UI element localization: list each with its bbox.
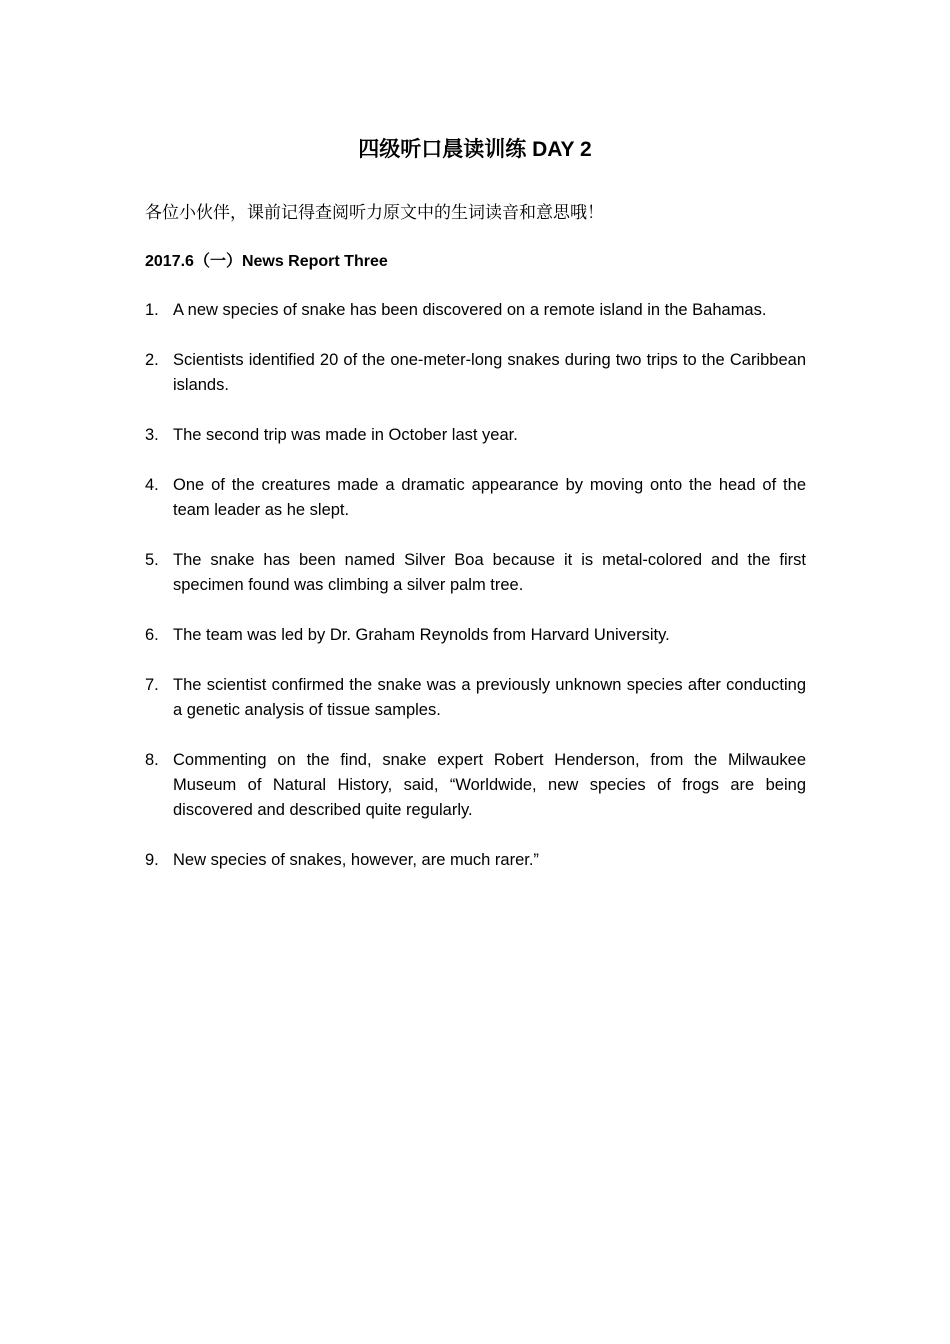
list-item-text: The snake has been named Silver Boa because it is metal-colored and the first specimen found was climbing a silver palm tree. [173, 551, 806, 594]
list-item-number: 5. [145, 551, 159, 569]
sentence-list [145, 298, 806, 898]
list-item-number: 9. [145, 851, 159, 869]
list-item-text: The team was led by Dr. Graham Reynolds from Harvard University. [173, 626, 670, 644]
list-item-number: 8. [145, 751, 159, 769]
intro-text: 各位小伙伴，课前记得查阅听力原文中的生词读音和意思哦！ [145, 203, 604, 223]
list-item-text: New species of snakes, however, are much rarer.” [173, 851, 539, 869]
list-item [145, 423, 806, 448]
list-item [145, 623, 806, 648]
list-item-number: 2. [145, 351, 159, 369]
list-item-number: 1. [145, 301, 159, 319]
list-item-text: A new species of snake has been discovered on a remote island in the Bahamas. [173, 301, 767, 319]
list-item-number: 3. [145, 426, 159, 444]
list-item-text: The scientist confirmed the snake was a previously unknown species after conducting a genetic analysis of tissue samples. [173, 676, 806, 719]
list-item [145, 298, 806, 323]
list-item-text: The second trip was made in October last year. [173, 426, 518, 444]
list-item-text: Scientists identified 20 of the one-meter-long snakes during two trips to the Caribbean islands. [173, 351, 806, 394]
list-item-text: Commenting on the find, snake expert Robert Henderson, from the Milwaukee Museum of Natural History, said, “Worldwide, new species of frogs are being discovered and described quite regularly. [173, 751, 806, 819]
list-item-text: One of the creatures made a dramatic appearance by moving onto the head of the team leader as he slept. [173, 476, 806, 519]
list-item-number: 6. [145, 626, 159, 644]
list-item [145, 348, 806, 398]
list-item [145, 748, 806, 823]
list-item [145, 673, 806, 723]
list-item-number: 7. [145, 676, 159, 694]
list-item [145, 473, 806, 523]
list-item-number: 4. [145, 476, 159, 494]
page-title: 四级听口晨读训练 DAY 2 [358, 138, 592, 161]
list-item [145, 848, 806, 873]
list-item [145, 548, 806, 598]
section-heading: 2017.6（一）News Report Three [145, 253, 388, 270]
